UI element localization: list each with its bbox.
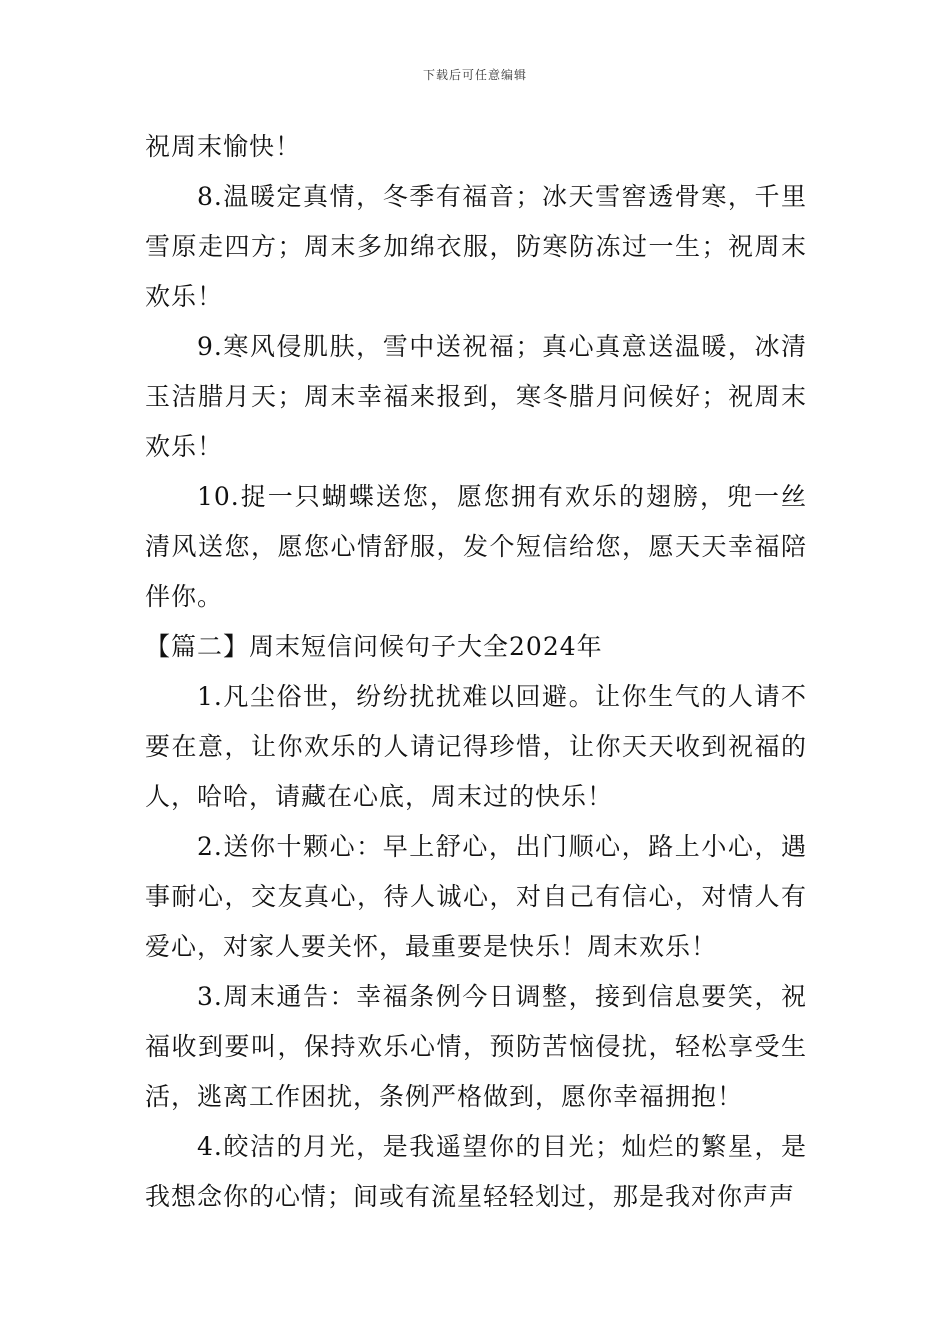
paragraph-item-8: 8.温暖定真情，冬季有福音；冰天雪窖透骨寒，千里雪原走四方；周末多加绵衣服，防寒防冻过一生；祝周末欢乐！ (145, 182, 807, 311)
paragraph-item-1: 1.凡尘俗世，纷纷扰扰难以回避。让你生气的人请不要在意，让你欢乐的人请记得珍惜，让你天天收到祝福的人，哈哈，请藏在心底，周末过的快乐！ (145, 682, 807, 811)
paragraph-item-10: 10.捉一只蝴蝶送您，愿您拥有欢乐的翅膀，兜一丝清风送您，愿您心情舒服，发个短信给您，愿天天幸福陪伴你。 (145, 482, 807, 611)
paragraph-item-3: 3.周末通告：幸福条例今日调整，接到信息要笑，祝福收到要叫，保持欢乐心情，预防苦恼侵扰，轻松享受生活，逃离工作困扰，条例严格做到，愿你幸福拥抱！ (145, 982, 807, 1111)
document-body (145, 122, 807, 1222)
paragraph-item-9: 9.寒风侵肌肤，雪中送祝福；真心真意送温暖，冰清玉洁腊月天；周末幸福来报到，寒冬腊月问候好；祝周末欢乐！ (145, 332, 807, 461)
paragraph-item-2: 2.送你十颗心：早上舒心，出门顺心，路上小心，遇事耐心，交友真心，待人诚心，对自己有信心，对情人有爱心，对家人要关怀，最重要是快乐！周末欢乐！ (145, 832, 807, 961)
section-heading: 【篇二】周末短信问候句子大全2024年 (145, 632, 603, 661)
paragraph-closing: 祝周末愉快！ (145, 132, 302, 161)
header-note: 下载后可任意编辑 (422, 68, 527, 82)
paragraph-item-4: 4.皎洁的月光，是我遥望你的目光；灿烂的繁星，是我想念你的心情；间或有流星轻轻划过，那是我对你声声 (145, 1132, 807, 1211)
